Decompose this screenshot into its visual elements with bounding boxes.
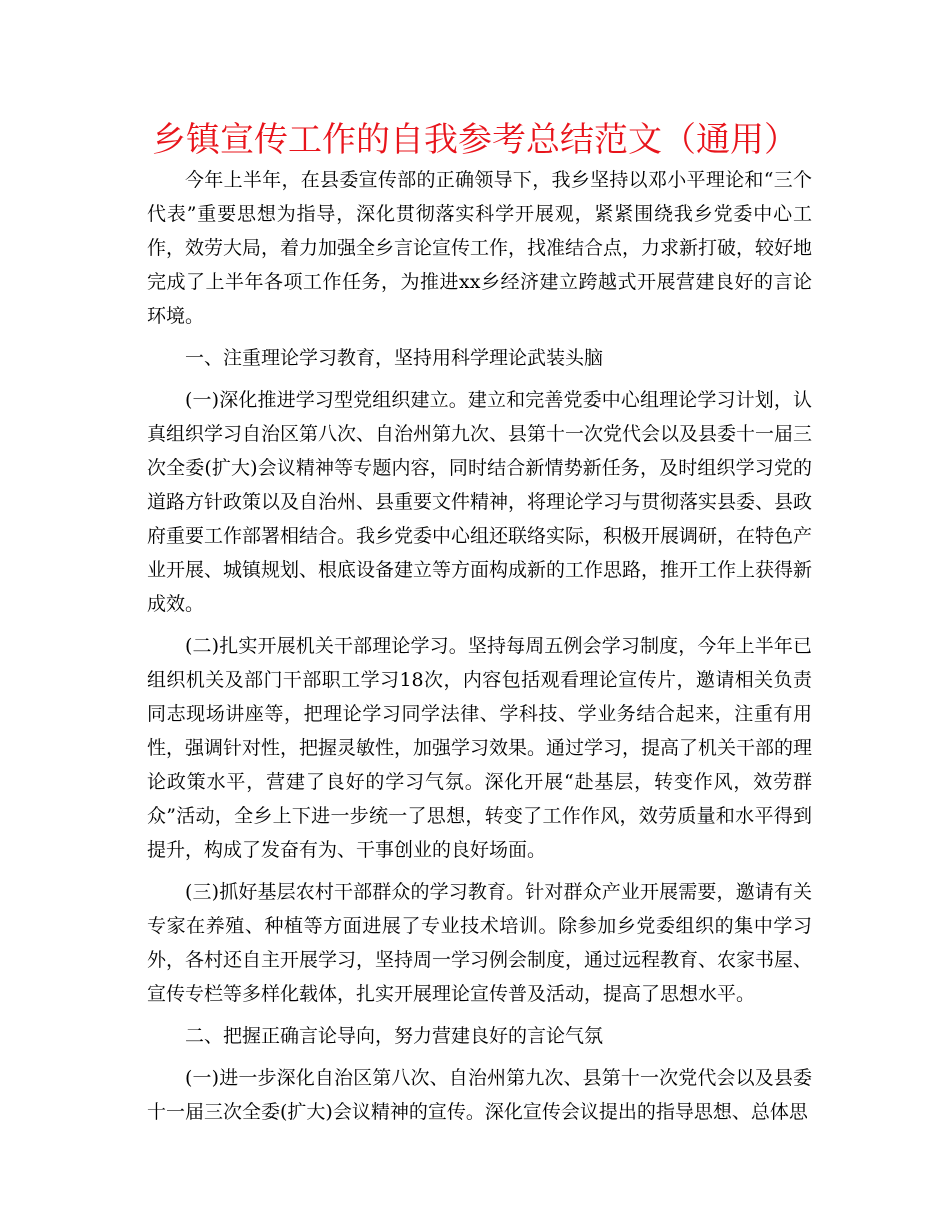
section-heading-2: 二、把握正确言论导向，努力营建良好的言论气氛 [185,1025,604,1047]
document-title: 乡镇宣传工作的自我参考总结范文（通用） [152,120,798,160]
paragraph-1-2: (二)扎实开展机关干部理论学习。坚持每周五例会学习制度，今年上半年已组织机关及部门干部职工学习18次，内容包括观看理论宣传片，邀请相关负责同志现场讲座等，把理论学习同学法律、学科技、学业务结合起来，注重有用性，强调针对性，把握灵敏性，加强学习效果。通过学习，提高了机关干部的理论政策水平，营建了良好的学习气氛。深化开展“赴基层，转变作风，效劳群众”活动，全乡上下进一步统一了思想，转变了工作作风，效劳质量和水平得到提升，构成了发奋有为、干事创业的良好场面。 [147,635,813,861]
section-heading-1: 一、注重理论学习教育，坚持用科学理论武装头脑 [185,347,604,369]
paragraph-1-1: (一)深化推进学习型党组织建立。建立和完善党委中心组理论学习计划，认真组织学习自治区第八次、自治州第九次、县第十一次党代会以及县委十一届三次全委(扩大)会议精神等专题内容，同时结合新情势新任务，及时组织学习党的道路方针政策以及自治州、县重要文件精神，将理论学习与贯彻落实县委、县政府重要工作部署相结合。我乡党委中心组还联络实际，积极开展调研，在特色产业开展、城镇规划、根底设备建立等方面构成新的工作思路，推开工作上获得新成效。 [147,389,813,615]
document-body [147,163,812,1129]
paragraph-2-1: (一)进一步深化自治区第八次、自治州第九次、县第十一次党代会以及县委十一届三次全委(扩大)会议精神的宣传。深化宣传会议提出的指导思想、总体思 [147,1067,812,1123]
paragraph-intro: 今年上半年，在县委宣传部的正确领导下，我乡坚持以邓小平理论和“三个代表”重要思想为指导，深化贯彻落实科学开展观，紧紧围绕我乡党委中心工作，效劳大局，着力加强全乡言论宣传工作，找准结合点，力求新打破，较好地完成了上半年各项工作任务，为推进xx乡经济建立跨越式开展营建良好的言论环境。 [147,169,813,327]
paragraph-1-3: (三)抓好基层农村干部群众的学习教育。针对群众产业开展需要，邀请有关专家在养殖、种植等方面进展了专业技术培训。除参加乡党委组织的集中学习外，各村还自主开展学习，坚持周一学习例会制度，通过远程教育、农家书屋、宣传专栏等多样化载体，扎实开展理论宣传普及活动，提高了思想水平。 [147,881,813,1005]
